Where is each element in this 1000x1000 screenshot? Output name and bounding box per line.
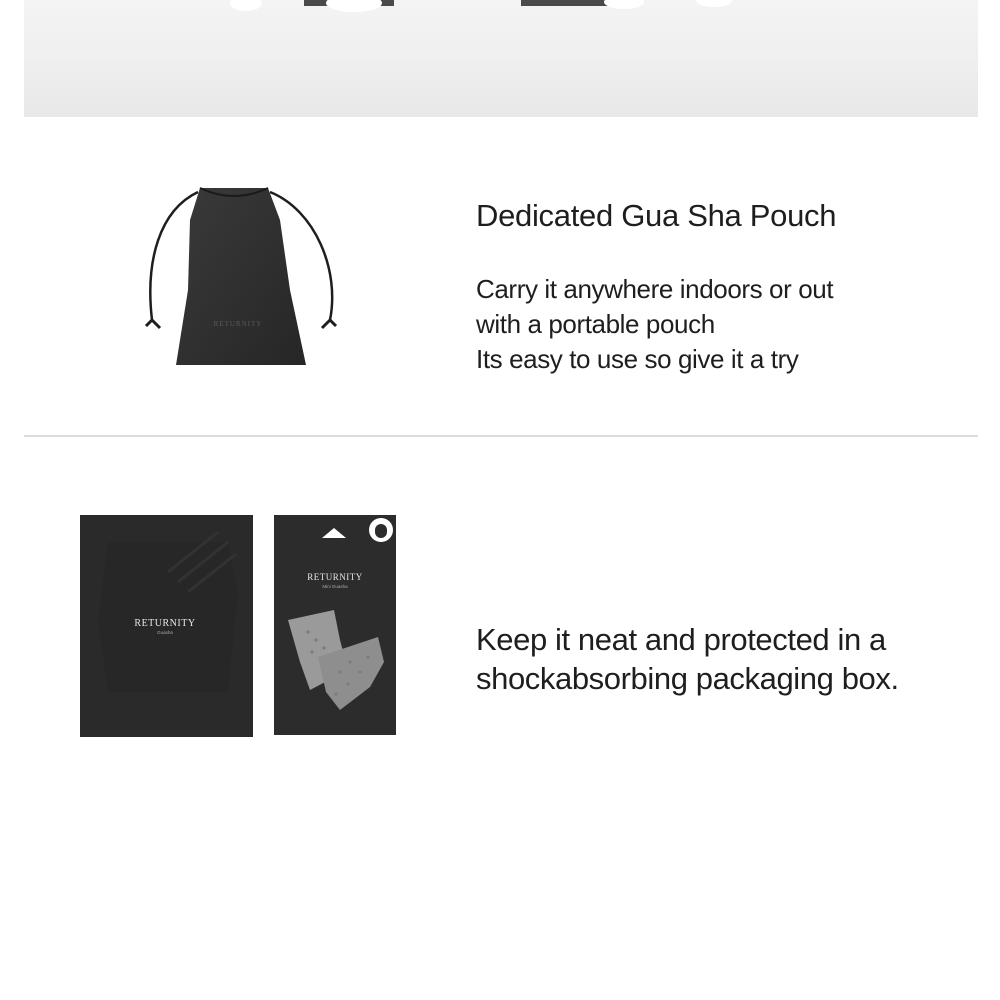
pouch-line: Its easy to use so give it a try xyxy=(476,344,799,374)
top-product-photo xyxy=(24,0,978,117)
cropped-product-image xyxy=(24,0,978,117)
box-line: shockabsorbing packaging box. xyxy=(476,661,899,696)
pouch-line: Carry it anywhere indoors or out xyxy=(476,274,834,304)
pouch-title: Dedicated Gua Sha Pouch xyxy=(476,198,837,233)
pouch-line: with a portable pouch xyxy=(476,309,715,339)
inner-box-brand: RETURNITY xyxy=(307,572,363,582)
pouch-description xyxy=(476,272,936,377)
outer-box-product: Guasha xyxy=(157,630,173,635)
packaging-box-image xyxy=(78,512,400,740)
box-description xyxy=(476,620,976,698)
inner-box-product: Mini Guasha xyxy=(322,584,348,589)
section-divider xyxy=(24,435,978,437)
outer-box-brand: RETURNITY xyxy=(134,618,196,629)
pouch-logo: RETURNITY xyxy=(213,320,263,328)
box-line: Keep it neat and protected in a xyxy=(476,622,886,657)
gua-sha-pouch-image xyxy=(140,180,350,370)
